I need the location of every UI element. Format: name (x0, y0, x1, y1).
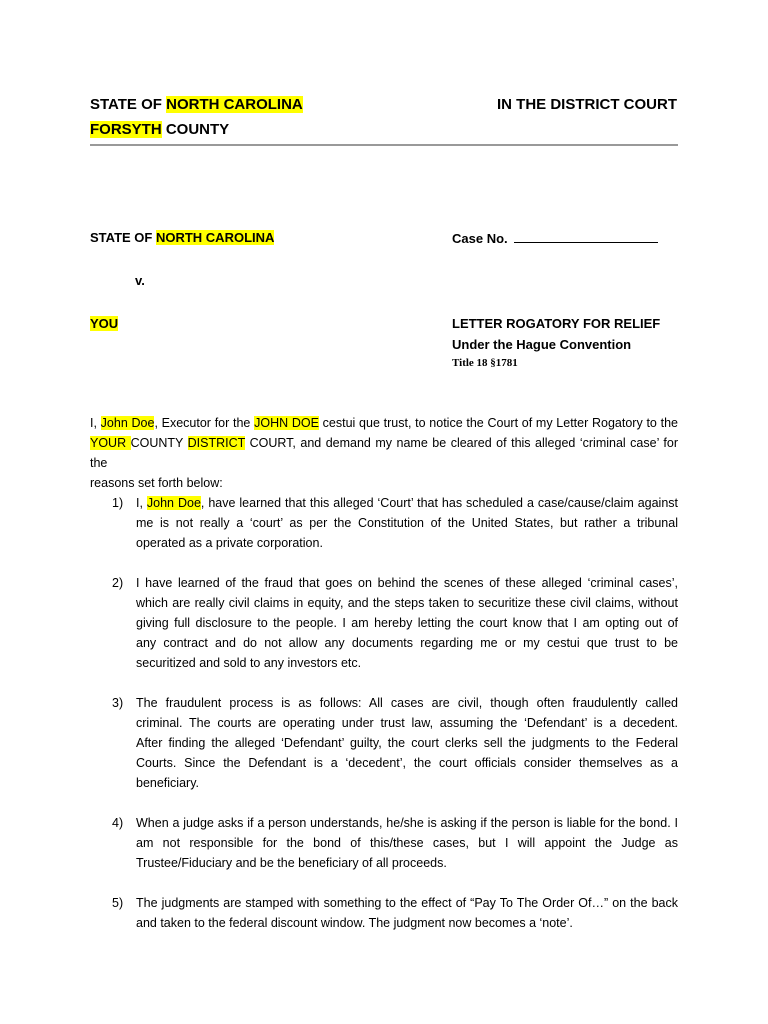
case-number-blank (514, 230, 658, 243)
case-number-label: Case No. (452, 231, 508, 246)
caption-defendant (90, 316, 118, 331)
trust-name: JOHN DOE (254, 416, 319, 430)
header-county-suffix: COUNTY (161, 121, 230, 138)
document-citation: Title 18 §1781 (452, 357, 518, 369)
list-item-text: When a judge asks if a person understands, he/she is asking if the person is liable for the bond. I am not responsible for the bond of this/these cases, but I will appoint the Judge as Trustee/Fiduciary and be the beneficiary of all proceeds. (136, 816, 678, 870)
header-state (90, 96, 303, 113)
list-item-text: The judgments are stamped with something to the effect of “Pay To The Order Of…” on the back and taken to the federal discount window. The judgment now becomes a ‘note’. (136, 896, 678, 930)
court-type: DISTRICT (187, 436, 246, 450)
list-item-text: I have learned of the fraud that goes on behind the scenes of these alleged ‘criminal cases’, which are really civil claims in equity, and the steps taken to securitize these civil claims, without giving full disclosure to the people. I am hereby letting the court know that I am opting out of any contract and do not allow any documents regarding me or my cestui que trust to be securitized and sold to any investors etc. (136, 576, 678, 670)
document-title-2: Under the Hague Convention (452, 337, 632, 352)
list-item-number: 2) (112, 576, 124, 590)
list-item-number: 1) (112, 496, 124, 510)
document-title-1: LETTER ROGATORY FOR RELIEF (452, 316, 661, 331)
executor-name: John Doe (146, 496, 201, 510)
intro-line: YOUR COUNTY DISTRICT COURT, and demand my name be cleared of this alleged ‘criminal case’ for the (90, 436, 678, 470)
list-item-number: 4) (112, 816, 124, 830)
caption-versus: v. (135, 273, 145, 288)
intro-line: reasons set forth below: (90, 476, 223, 490)
executor-name: John Doe (100, 416, 155, 430)
case-number (452, 230, 658, 246)
header-court: IN THE DISTRICT COURT (497, 96, 677, 113)
list-item-text: I, John Doe, have learned that this alleged ‘Court’ that has scheduled a case/cause/claim against me is not really a ‘court’ as per the Constitution of the United States, but rather a tribunal operated as a private corporation. (136, 496, 679, 550)
county-placeholder: YOUR (90, 436, 131, 450)
header-county-name: FORSYTH (90, 121, 162, 138)
intro-paragraph (90, 413, 678, 493)
caption-plaintiff-name: NORTH CAROLINA (155, 230, 275, 245)
header-state-prefix: STATE OF (90, 96, 167, 113)
list-item-number: 3) (112, 696, 124, 710)
caption-plaintiff-prefix: STATE OF (90, 230, 156, 245)
intro-line: I, John Doe, Executor for the JOHN DOE cestui que trust, to notice the Court of my Letter Rogatory to the (90, 416, 678, 430)
list-item-text: The fraudulent process is as follows: All cases are civil, though often fraudulently called criminal. The courts are operating under trust law, assuming the ‘Defendant’ is a decedent. After finding the alleged ‘Defendant’ guilty, the court clerks sell the judgments to the Federal Courts. Since the Defendant is a ‘decedent’, the court officials consider themselves as a beneficiary. (136, 696, 678, 790)
header-divider (90, 144, 678, 146)
header-county (90, 121, 229, 138)
caption-defendant-name: YOU (90, 316, 119, 331)
header-state-name: NORTH CAROLINA (166, 96, 303, 113)
list-item-number: 5) (112, 896, 124, 910)
caption-plaintiff (90, 230, 274, 245)
